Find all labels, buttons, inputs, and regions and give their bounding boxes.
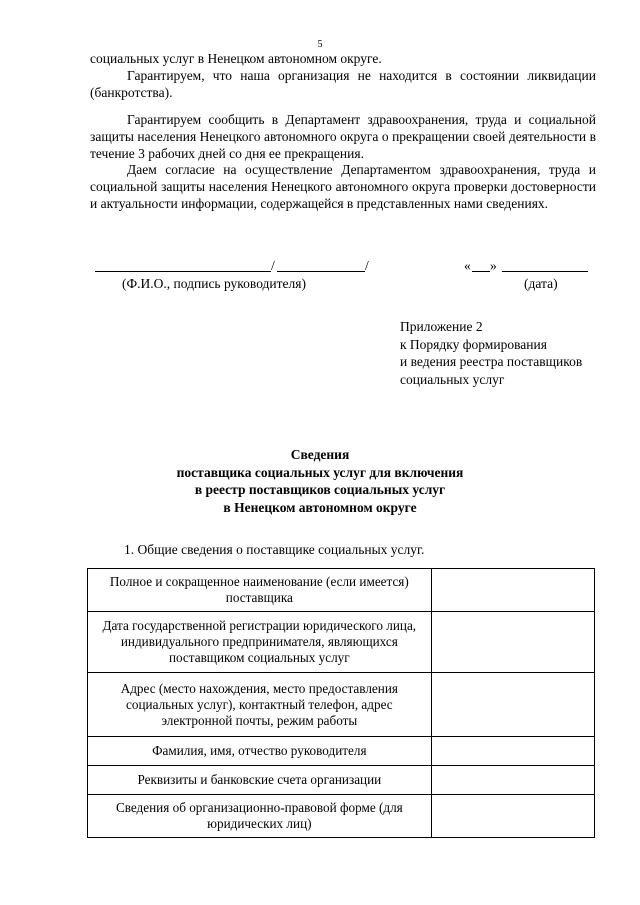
- table-row: [88, 673, 595, 737]
- signature-name-line: [95, 271, 271, 272]
- paragraph-notify-termination: Гарантируем сообщить в Департамент здравоохранения, труда и социальной защиты населения Ненецкого автономного округа о прекращении своей деятельности в течение 3 рабочих дней со дня ее прекращения.: [90, 112, 596, 161]
- table-row: [88, 795, 595, 838]
- row-value-cell[interactable]: [431, 612, 594, 673]
- row-value-cell[interactable]: [431, 737, 594, 766]
- row-value-cell[interactable]: [431, 766, 594, 795]
- title-line: поставщика социальных услуг для включения: [176, 464, 464, 480]
- table-row: [88, 612, 595, 673]
- title-line: Сведения: [290, 447, 350, 462]
- table-row: [88, 766, 595, 795]
- row-label: Полное и сокращенное наименование (если имеется) поставщика: [88, 569, 432, 612]
- paragraph-no-liquidation: Гарантируем, что наша организация не находится в состоянии ликвидации (банкротства).: [90, 68, 596, 100]
- page-number: 5: [317, 39, 323, 50]
- appendix-line: Приложение 2: [400, 319, 483, 334]
- signature-separator-1: /: [271, 258, 275, 273]
- provider-info-table: [87, 568, 595, 838]
- signature-date-caption: (дата): [524, 276, 558, 291]
- table-row: [88, 569, 595, 612]
- row-value-cell[interactable]: [431, 569, 594, 612]
- row-label: Сведения об организационно-правовой форме (для юридических лиц): [88, 795, 432, 838]
- date-quote-close: »: [490, 258, 497, 273]
- date-day-line: [472, 271, 490, 272]
- row-value-cell[interactable]: [431, 795, 594, 838]
- appendix-line: и ведения реестра поставщиков: [400, 354, 583, 369]
- row-label: Реквизиты и банковские счета организации: [88, 766, 432, 795]
- table-row: [88, 737, 595, 766]
- date-month-year-line: [502, 271, 588, 272]
- date-quote-open: «: [464, 258, 471, 273]
- row-label: Фамилия, имя, отчество руководителя: [88, 737, 432, 766]
- paragraph-continuation: социальных услуг в Ненецком автономном округе.: [90, 51, 382, 66]
- signature-sign-line: [277, 271, 365, 272]
- form-title: [0, 446, 640, 516]
- appendix-note: [400, 318, 630, 388]
- signature-name-caption: (Ф.И.О., подпись руководителя): [122, 276, 306, 291]
- section-heading: 1. Общие сведения о поставщике социальных услуг.: [124, 542, 425, 557]
- signature-separator-2: /: [365, 258, 369, 273]
- title-line: в реестр поставщиков социальных услуг: [194, 482, 446, 497]
- appendix-line: социальных услуг: [400, 371, 505, 387]
- title-line: в Ненецком автономном округе: [223, 499, 417, 515]
- row-label: Адрес (место нахождения, место предоставления социальных услуг), контактный телефон, адрес электронной почты, режим работы: [88, 673, 432, 737]
- row-value-cell[interactable]: [431, 673, 594, 737]
- row-label: Дата государственной регистрации юридического лица, индивидуального предпринимателя, являющихся поставщиком социальных услуг: [88, 612, 432, 673]
- appendix-line: к Порядку формирования: [400, 336, 547, 352]
- paragraph-consent: Даем согласие на осуществление Департаментом здравоохранения, труда и социальной защиты населения Ненецкого автономного округа проверки достоверности и актуальности информации, содержащейся в представленных нами сведениях.: [90, 162, 596, 211]
